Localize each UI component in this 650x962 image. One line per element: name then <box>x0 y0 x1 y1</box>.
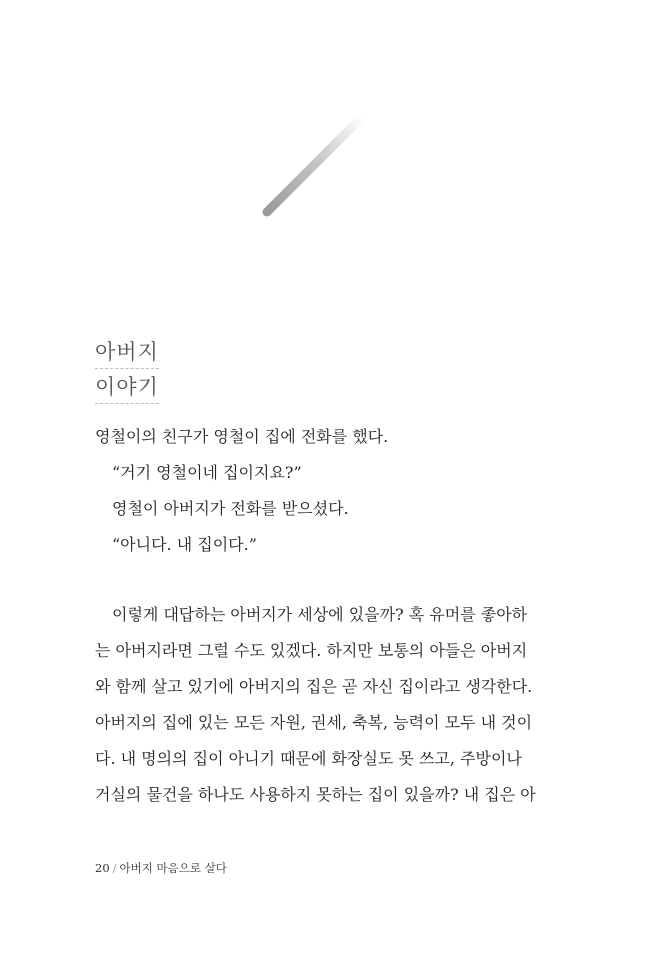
dialogue-line-4: “아니다. 내 집이다.” <box>112 535 257 554</box>
decorative-slash-graphic <box>255 108 375 223</box>
body-text-line: 거실의 물건을 하나도 사용하지 못하는 집이 있을까? 내 집은 아 <box>95 785 536 804</box>
page-footer <box>95 860 227 876</box>
body-text-line: 이렇게 대답하는 아버지가 세상에 있을까? 혹 유머를 좋아하 <box>112 605 528 624</box>
page-number: 20 <box>95 861 110 875</box>
dialogue-line-2: “거기 영철이네 집이지요?” <box>112 463 302 482</box>
body-text-line: 는 아버지라면 그럴 수도 있겠다. 하지만 보통의 아들은 아버지 <box>95 641 528 660</box>
chapter-title-line-1: 아버지 <box>95 338 159 369</box>
body-text-line: 아버지의 집에 있는 모든 자원, 권세, 축복, 능력이 모두 내 것이 <box>95 713 533 732</box>
body-text-line: 와 함께 살고 있기에 아버지의 집은 곧 자신 집이라고 생각한다. <box>95 677 533 696</box>
running-book-title: 아버지 마음으로 살다 <box>119 861 227 875</box>
footer-separator: / <box>112 861 117 875</box>
body-text-line: 다. 내 명의의 집이 아니기 때문에 화장실도 못 쓰고, 주방이나 <box>95 749 522 768</box>
dialogue-line-3: 영철이 아버지가 전화를 받으셨다. <box>112 499 349 518</box>
chapter-title-line-2: 이야기 <box>95 373 159 404</box>
dialogue-line-1: 영철이의 친구가 영철이 집에 전화를 했다. <box>95 427 389 446</box>
